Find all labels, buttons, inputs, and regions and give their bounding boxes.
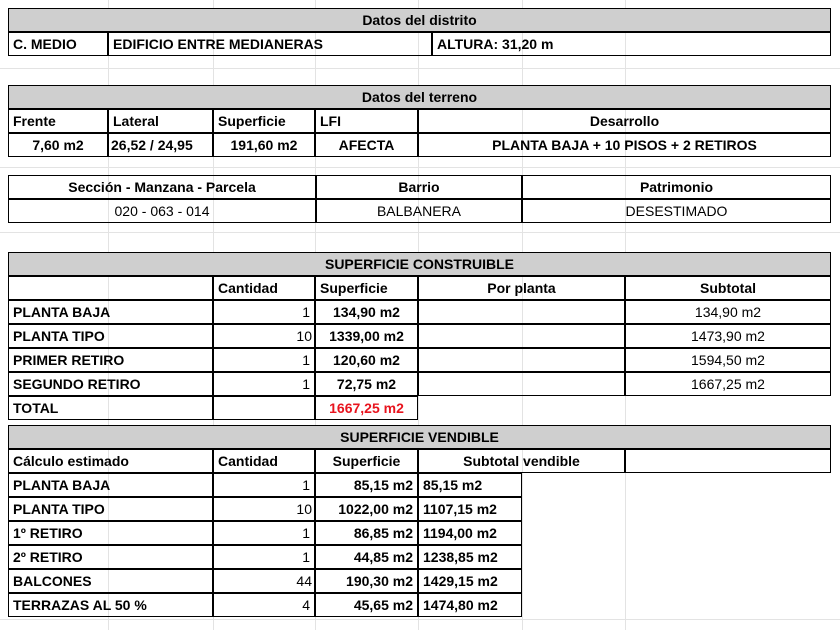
construible-row-subtotal[interactable]: 1594,50 m2 — [625, 348, 831, 372]
construible-row-subtotal[interactable]: 1667,25 m2 — [625, 372, 831, 396]
col-superficie[interactable]: Superficie — [315, 449, 418, 473]
construible-row-superficie[interactable]: 72,75 m2 — [315, 372, 418, 396]
construible-total-label[interactable]: TOTAL — [8, 396, 213, 420]
construible-blank-header[interactable] — [8, 276, 213, 300]
vendible-header[interactable]: SUPERFICIE VENDIBLE — [8, 425, 831, 449]
construible-row-cantidad[interactable]: 1 — [213, 300, 315, 324]
vendible-row-subtotal[interactable]: 1194,00 m2 — [418, 521, 522, 545]
vendible-row-label[interactable]: PLANTA TIPO — [8, 497, 213, 521]
gridline — [0, 68, 840, 69]
col-smp[interactable]: Sección - Manzana - Parcela — [8, 175, 316, 199]
vendible-row-superficie[interactable]: 44,85 m2 — [315, 545, 418, 569]
vendible-row-label[interactable]: TERRAZAS AL 50 % — [8, 593, 213, 617]
vendible-row-cantidad[interactable]: 4 — [213, 593, 315, 617]
col-frente[interactable]: Frente — [8, 109, 108, 133]
construible-row-label[interactable]: PLANTA BAJA — [8, 300, 213, 324]
col-desarrollo[interactable]: Desarrollo — [418, 109, 831, 133]
vendible-row-superficie[interactable]: 190,30 m2 — [315, 569, 418, 593]
distrito-tipo[interactable]: EDIFICIO ENTRE MEDIANERAS — [108, 32, 432, 56]
vendible-row-superficie[interactable]: 1022,00 m2 — [315, 497, 418, 521]
catastro-smp[interactable]: 020 - 063 - 014 — [8, 199, 316, 223]
construible-row-superficie[interactable]: 1339,00 m2 — [315, 324, 418, 348]
vendible-row-label[interactable]: PLANTA BAJA — [8, 473, 213, 497]
terreno-desarrollo[interactable]: PLANTA BAJA + 10 PISOS + 2 RETIROS — [418, 133, 831, 157]
construible-row-subtotal[interactable]: 1473,90 m2 — [625, 324, 831, 348]
col-subtotal-vendible[interactable]: Subtotal vendible — [418, 449, 625, 473]
construible-row-por-planta[interactable] — [418, 300, 625, 324]
vendible-row-subtotal[interactable]: 1107,15 m2 — [418, 497, 522, 521]
vendible-row-superficie[interactable]: 45,65 m2 — [315, 593, 418, 617]
construible-total-cantidad[interactable] — [213, 396, 315, 420]
catastro-barrio[interactable]: BALBANERA — [316, 199, 522, 223]
gridline — [0, 167, 840, 168]
col-patrimonio[interactable]: Patrimonio — [522, 175, 831, 199]
col-barrio[interactable]: Barrio — [316, 175, 522, 199]
construible-row-superficie[interactable]: 134,90 m2 — [315, 300, 418, 324]
vendible-row-label[interactable]: 1º RETIRO — [8, 521, 213, 545]
col-superficie[interactable]: Superficie — [315, 276, 418, 300]
terreno-header[interactable]: Datos del terreno — [8, 85, 831, 109]
construible-row-label[interactable]: PRIMER RETIRO — [8, 348, 213, 372]
vendible-row-cantidad[interactable]: 44 — [213, 569, 315, 593]
construible-row-por-planta[interactable] — [418, 348, 625, 372]
construible-row-cantidad[interactable]: 1 — [213, 348, 315, 372]
vendible-row-cantidad[interactable]: 1 — [213, 521, 315, 545]
construible-row-label[interactable]: PLANTA TIPO — [8, 324, 213, 348]
vendible-blank-header[interactable] — [625, 449, 831, 473]
catastro-patrimonio[interactable]: DESESTIMADO — [522, 199, 831, 223]
vendible-row-subtotal[interactable]: 85,15 m2 — [418, 473, 522, 497]
distrito-header[interactable]: Datos del distrito — [8, 8, 831, 32]
construible-header[interactable]: SUPERFICIE CONSTRUIBLE — [8, 252, 831, 276]
vendible-row-subtotal[interactable]: 1238,85 m2 — [418, 545, 522, 569]
vendible-row-superficie[interactable]: 85,15 m2 — [315, 473, 418, 497]
col-cantidad[interactable]: Cantidad — [213, 449, 315, 473]
col-superficie[interactable]: Superficie — [213, 109, 315, 133]
terreno-superficie[interactable]: 191,60 m2 — [213, 133, 315, 157]
col-lfi[interactable]: LFI — [315, 109, 418, 133]
terreno-lateral[interactable]: 26,52 / 24,95 — [108, 133, 213, 157]
construible-row-por-planta[interactable] — [418, 372, 625, 396]
construible-row-superficie[interactable]: 120,60 m2 — [315, 348, 418, 372]
gridline — [0, 232, 840, 233]
construible-total-value[interactable]: 1667,25 m2 — [315, 396, 418, 420]
distrito-altura[interactable]: ALTURA: 31,20 m — [432, 32, 831, 56]
vendible-row-subtotal[interactable]: 1429,15 m2 — [418, 569, 522, 593]
terreno-lfi[interactable]: AFECTA — [315, 133, 418, 157]
construible-row-cantidad[interactable]: 1 — [213, 372, 315, 396]
col-calculo[interactable]: Cálculo estimado — [8, 449, 213, 473]
terreno-frente[interactable]: 7,60 m2 — [8, 133, 108, 157]
vendible-row-cantidad[interactable]: 1 — [213, 545, 315, 569]
gridline — [0, 619, 840, 620]
vendible-row-subtotal[interactable]: 1474,80 m2 — [418, 593, 522, 617]
distrito-zona[interactable]: C. MEDIO — [8, 32, 108, 56]
construible-row-label[interactable]: SEGUNDO RETIRO — [8, 372, 213, 396]
construible-row-subtotal[interactable]: 134,90 m2 — [625, 300, 831, 324]
vendible-row-cantidad[interactable]: 10 — [213, 497, 315, 521]
vendible-row-superficie[interactable]: 86,85 m2 — [315, 521, 418, 545]
col-lateral[interactable]: Lateral — [108, 109, 213, 133]
col-cantidad[interactable]: Cantidad — [213, 276, 315, 300]
vendible-row-label[interactable]: 2º RETIRO — [8, 545, 213, 569]
construible-row-por-planta[interactable] — [418, 324, 625, 348]
construible-row-cantidad[interactable]: 10 — [213, 324, 315, 348]
col-subtotal[interactable]: Subtotal — [625, 276, 831, 300]
col-por-planta[interactable]: Por planta — [418, 276, 625, 300]
vendible-row-label[interactable]: BALCONES — [8, 569, 213, 593]
vendible-row-cantidad[interactable]: 1 — [213, 473, 315, 497]
